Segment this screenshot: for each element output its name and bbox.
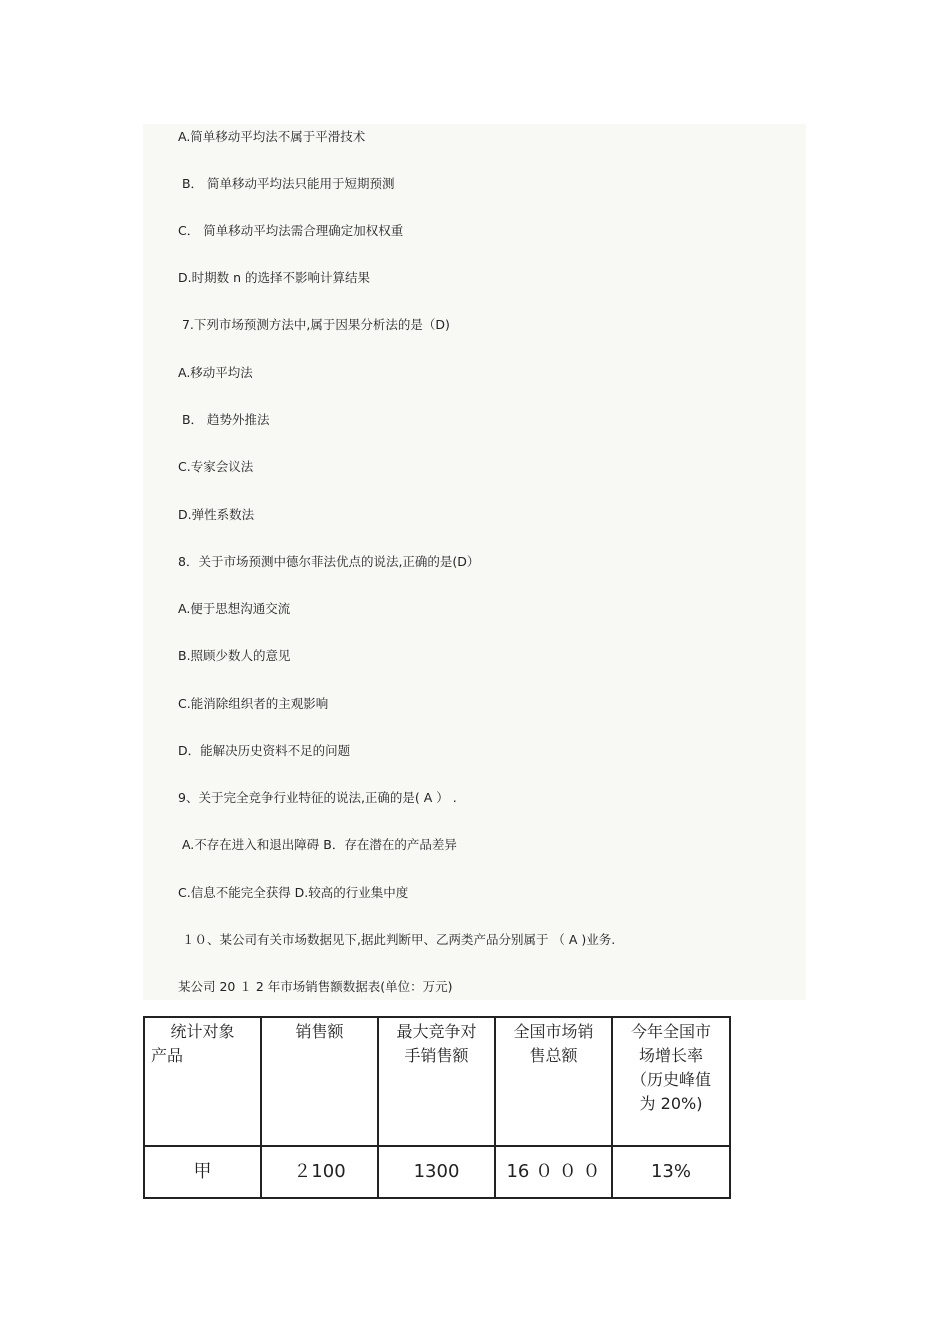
table-header-row xyxy=(144,1017,730,1146)
question-7-stem: 7.下列市场预测方法中,属于因果分析法的是（D) xyxy=(178,317,450,332)
question-8-option-d: D．能解决历史资料不足的问题 xyxy=(178,743,351,758)
question-8-option-b: B.照顾少数人的意见 xyxy=(178,648,291,663)
question-8-option-a: A.便于思想沟通交流 xyxy=(178,601,291,616)
question-6-option-b: B． 简单移动平均法只能用于短期预测 xyxy=(178,176,395,191)
question-9-options-cd: C.信息不能完全获得 D.较高的行业集中度 xyxy=(178,885,409,900)
question-7-option-d: D.弹性系数法 xyxy=(178,507,255,522)
question-8-option-c: C.能消除组织者的主观影响 xyxy=(178,696,329,711)
question-7-option-b: B． 趋势外推法 xyxy=(178,412,270,427)
header-cell-object: 统计对象 产品 xyxy=(144,1017,261,1146)
question-7-option-c: C.专家会议法 xyxy=(178,459,254,474)
table-row xyxy=(144,1146,730,1198)
cell-product: 甲 xyxy=(144,1146,261,1198)
question-9-stem: 9、关于完全竞争行业特征的说法,正确的是( A ） . xyxy=(178,790,457,805)
question-6-option-d: D.时期数 n 的选择不影响计算结果 xyxy=(178,270,370,285)
market-sales-table xyxy=(143,1016,731,1199)
header-cell-sales: 销售额 xyxy=(261,1017,378,1146)
header-cell-growth-rate: 今年全国市 场增长率 （历史峰值 为 20%) xyxy=(612,1017,730,1146)
cell-competitor-sales: 1300 xyxy=(378,1146,495,1198)
table-caption: 某公司 20 １ 2 年市场销售额数据表(单位：万元) xyxy=(178,979,453,994)
header-cell-competitor-sales: 最大竞争对 手销售额 xyxy=(378,1017,495,1146)
question-10-stem: １０、某公司有关市场数据见下,据此判断甲、乙两类产品分别属于 （ A )业务. xyxy=(178,932,616,947)
cell-sales: ２100 xyxy=(261,1146,378,1198)
cell-national-total: 16 ０ ０ ０ xyxy=(495,1146,612,1198)
question-6-option-a: A.简单移动平均法不属于平滑技术 xyxy=(178,129,366,144)
cell-growth-rate: 13% xyxy=(612,1146,730,1198)
question-9-options-ab: A.不存在进入和退出障碍 B．存在潜在的产品差异 xyxy=(178,837,457,852)
header-cell-national-total: 全国市场销 售总额 xyxy=(495,1017,612,1146)
question-7-option-a: A.移动平均法 xyxy=(178,365,253,380)
question-6-option-c: C． 简单移动平均法需合理确定加权权重 xyxy=(178,223,404,238)
question-8-stem: 8．关于市场预测中德尔菲法优点的说法,正确的是(D） xyxy=(178,554,480,569)
